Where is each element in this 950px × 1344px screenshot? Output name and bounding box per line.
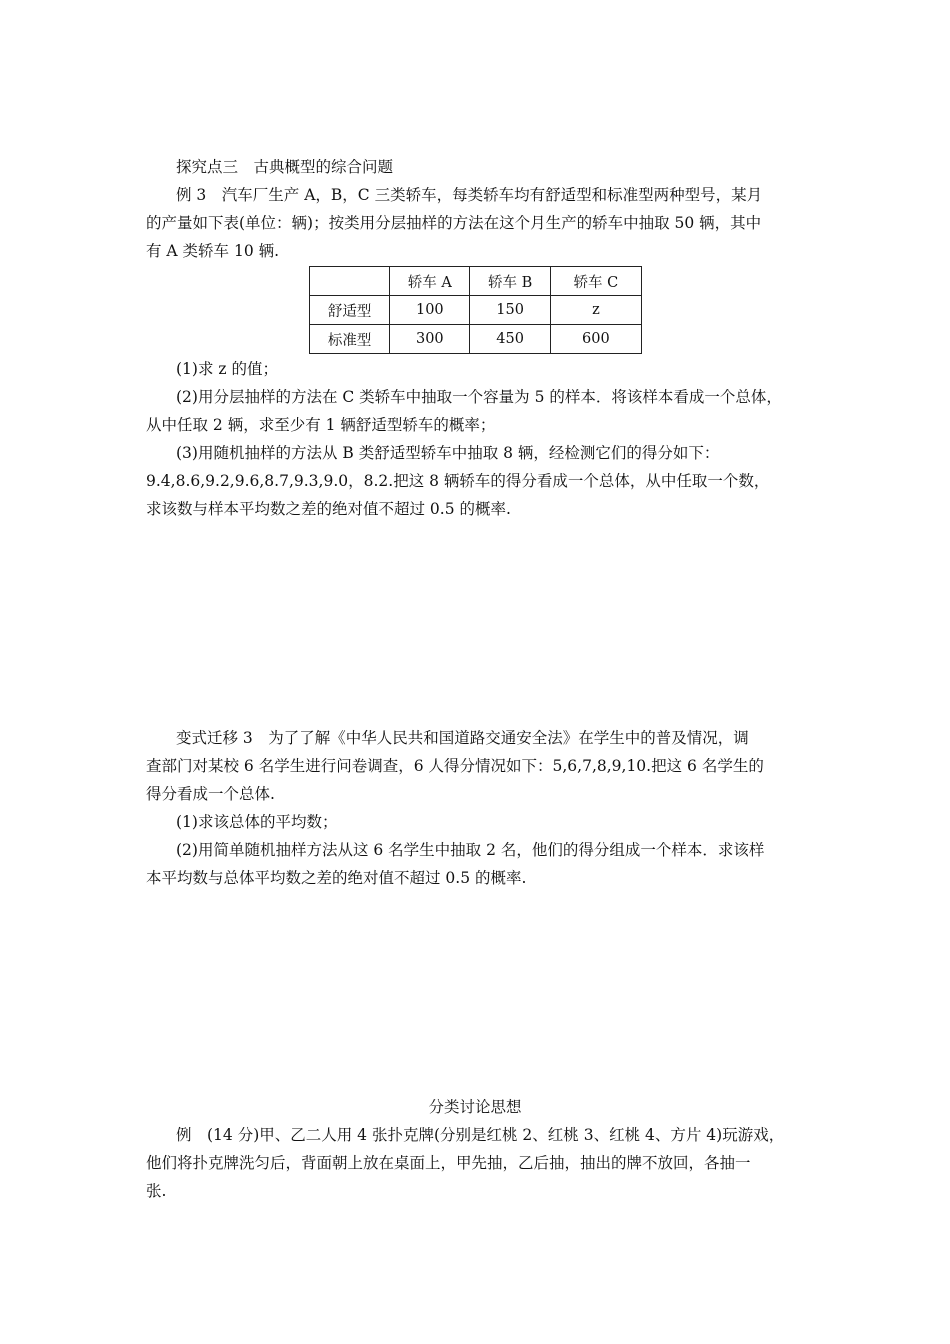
section-heading: 探究点三 古典概型的综合问题 xyxy=(176,158,394,176)
table-header-cell: 轿车 C xyxy=(550,267,641,296)
example-3-line-3: 有 A 类轿车 10 辆. xyxy=(146,242,280,260)
table-cell: 100 xyxy=(390,296,470,325)
production-table xyxy=(309,266,642,354)
question-3-line-3: 求该数与样本平均数之差的绝对值不超过 0.5 的概率. xyxy=(146,500,511,518)
table-row xyxy=(310,296,642,325)
question-2-line-1: (2)用分层抽样的方法在 C 类轿车中抽取一个容量为 5 的样本．将该样本看成一个总体， xyxy=(176,388,782,406)
table-cell: z xyxy=(550,296,641,325)
variant-question-2-line-2: 本平均数与总体平均数之差的绝对值不超过 0.5 的概率. xyxy=(146,869,527,887)
table-header-row xyxy=(310,267,642,296)
question-1: (1)求 z 的值； xyxy=(176,360,278,378)
section-title: 分类讨论思想 xyxy=(428,1098,522,1116)
table-cell: 600 xyxy=(550,325,641,354)
table-header-cell: 轿车 A xyxy=(390,267,470,296)
variant-3-line-2: 查部门对某校 6 名学生进行问卷调查，6 人得分情况如下：5,6,7,8,9,10.把这 6 名学生的 xyxy=(146,757,764,775)
example-3-line-2: 的产量如下表(单位：辆)；按类用分层抽样的方法在这个月生产的轿车中抽取 50 辆，其中 xyxy=(146,214,762,232)
table-header-cell xyxy=(310,267,390,296)
question-3-line-1: (3)用随机抽样的方法从 B 类舒适型轿车中抽取 8 辆，经检测它们的得分如下： xyxy=(176,444,720,462)
example-3-line-1: 例 3 汽车厂生产 A，B，C 三类轿车，每类轿车均有舒适型和标准型两种型号，某月 xyxy=(176,186,763,204)
table-cell: 450 xyxy=(470,325,550,354)
question-3-line-2: 9.4,8.6,9.2,9.6,8.7,9.3,9.0，8.2.把这 8 辆轿车的得分看成一个总体，从中任取一个数， xyxy=(146,472,770,490)
question-2-line-2: 从中任取 2 辆，求至少有 1 辆舒适型轿车的概率； xyxy=(146,416,496,434)
example-line-3: 张. xyxy=(146,1182,167,1200)
table-cell: 300 xyxy=(390,325,470,354)
variant-3-line-3: 得分看成一个总体. xyxy=(146,785,275,803)
variant-question-2-line-1: (2)用简单随机抽样方法从这 6 名学生中抽取 2 名，他们的得分组成一个样本．求该样 xyxy=(176,841,765,859)
table-header-cell: 轿车 B xyxy=(470,267,550,296)
table-row xyxy=(310,325,642,354)
table-row-label: 舒适型 xyxy=(310,296,390,325)
example-line-2: 他们将扑克牌洗匀后，背面朝上放在桌面上，甲先抽，乙后抽，抽出的牌不放回，各抽一 xyxy=(146,1154,751,1172)
example-line-1: 例 (14 分)甲、乙二人用 4 张扑克牌(分别是红桃 2、红桃 3、红桃 4、方片 4)玩游戏， xyxy=(176,1126,785,1144)
table-cell: 150 xyxy=(470,296,550,325)
variant-3-line-1: 变式迁移 3 为了了解《中华人民共和国道路交通安全法》在学生中的普及情况，调 xyxy=(176,729,749,747)
table-row-label: 标准型 xyxy=(310,325,390,354)
variant-question-1: (1)求该总体的平均数； xyxy=(176,813,338,831)
